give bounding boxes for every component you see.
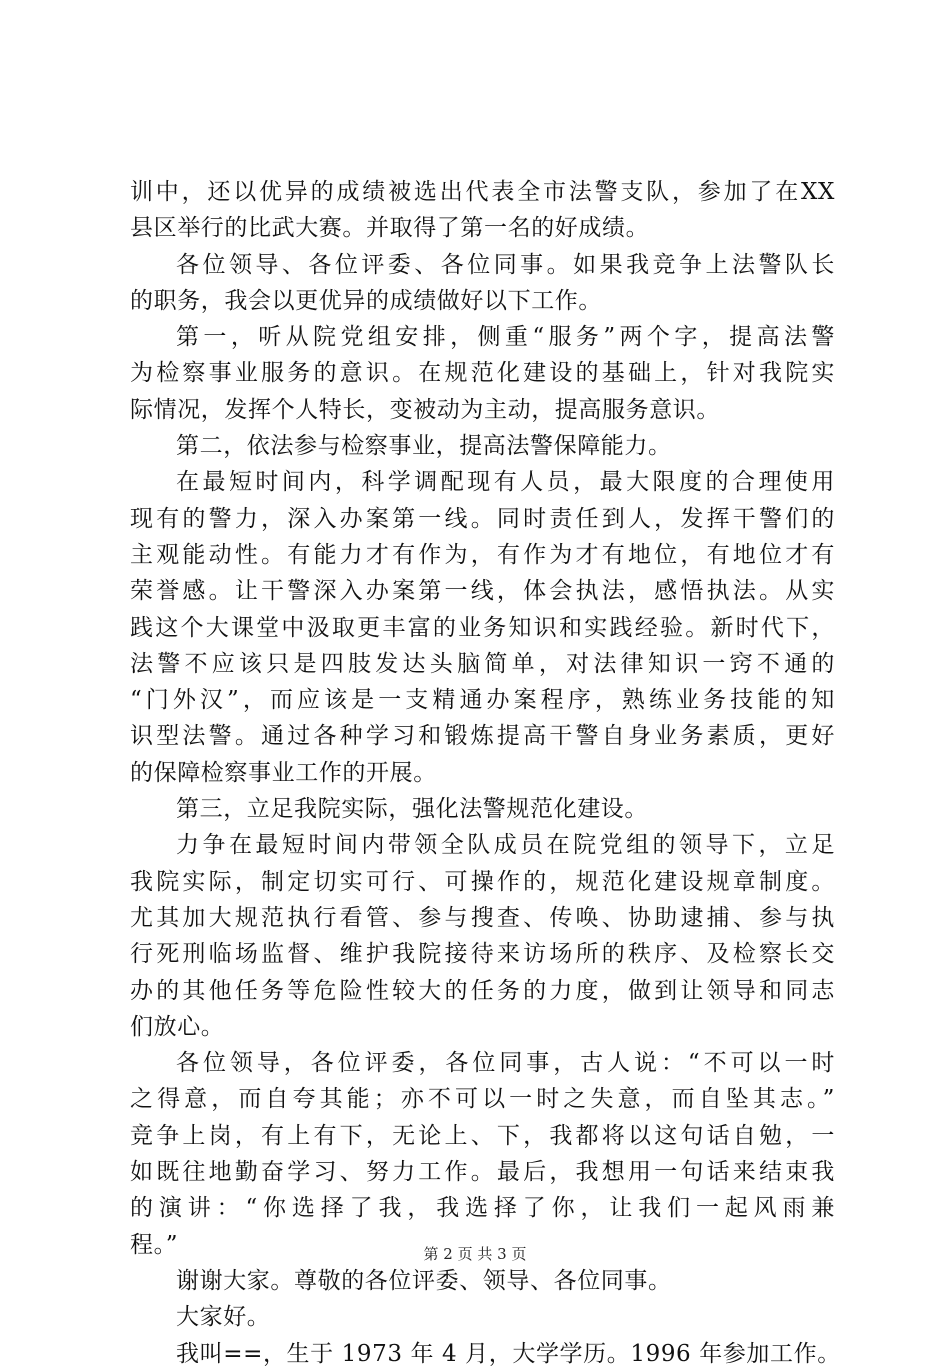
- text-line: 办的其他任务等危险性较大的任务的力度，做到让领导和同志: [130, 977, 835, 1004]
- text-line: 荣誉感。让干警深入办案第一线，体会执法，感悟执法。从实: [130, 578, 835, 605]
- text-line: 我叫==，生于 1973 年 4 月，大学学历。1996 年参加工作。: [176, 1340, 841, 1367]
- text-line: 训中，还以优异的成绩被选出代表全市法警支队，参加了在XX: [130, 179, 835, 205]
- text-line: 我院实际，制定切实可行、可操作的，规范化建设规章制度。: [130, 868, 835, 895]
- text-line: “门外汉”，而应该是一支精通办案程序，熟练业务技能的知: [130, 687, 835, 714]
- text-line: 识型法警。通过各种学习和锻炼提高干警自身业务素质，更好: [130, 723, 835, 750]
- text-line: 行死刑临场监督、维护我院接待来访场所的秩序、及检察长交: [130, 941, 835, 968]
- document-body: [130, 174, 841, 1372]
- text-line: 程。”: [130, 1231, 179, 1258]
- text-line: 的保障检察事业工作的开展。: [130, 759, 437, 786]
- page-number-footer: 第 2 页 共 3 页: [423, 1245, 527, 1263]
- text-line: 力争在最短时间内带领全队成员在院党组的领导下，立足: [176, 832, 835, 859]
- text-line: 县区举行的比武大赛。并取得了第一名的好成绩。: [130, 215, 650, 242]
- text-line: 际情况，发挥个人特长，变被动为主动，提高服务意识。: [130, 396, 720, 423]
- text-line: 如既往地勤奋学习、努力工作。最后，我想用一句话来结束我: [130, 1159, 835, 1186]
- text-line: 的演讲：“你选择了我，我选择了你，让我们一起风雨兼: [130, 1195, 835, 1222]
- text-line: 在最短时间内，科学调配现有人员，最大限度的合理使用: [176, 469, 835, 496]
- text-line: 各位领导，各位评委，各位同事，古人说：“不可以一时: [176, 1050, 835, 1077]
- text-line: 尤其加大规范执行看管、参与搜查、传唤、协助逮捕、参与执: [130, 904, 835, 931]
- text-line: 第二，依法参与检察事业，提高法警保障能力。: [176, 433, 672, 460]
- text-line: 们放心。: [130, 1013, 225, 1040]
- text-line: 大家好。: [176, 1304, 271, 1331]
- text-line: 现有的警力，深入办案第一线。同时责任到人，发挥干警们的: [130, 505, 835, 532]
- text-line: 践这个大课堂中汲取更丰富的业务知识和实践经验。新时代下，: [130, 614, 835, 641]
- text-line: 第三，立足我院实际，强化法警规范化建设。: [176, 796, 648, 823]
- text-line: 各位领导、各位评委、各位同事。如果我竞争上法警队长: [176, 251, 835, 278]
- text-line: 主观能动性。有能力才有作为，有作为才有地位，有地位才有: [130, 541, 835, 568]
- text-line: 竞争上岗，有上有下，无论上、下，我都将以这句话自勉，一: [130, 1122, 835, 1149]
- text-line: 法警不应该只是四肢发达头脑简单，对法律知识一窍不通的: [130, 650, 835, 677]
- text-line: 为检察事业服务的意识。在规范化建设的基础上，针对我院实: [130, 360, 835, 387]
- text-line: 第一，听从院党组安排，侧重“服务”两个字，提高法警: [176, 324, 835, 351]
- text-line: 谢谢大家。尊敬的各位评委、领导、各位同事。: [176, 1267, 672, 1294]
- text-line: 的职务，我会以更优异的成绩做好以下工作。: [130, 287, 602, 314]
- text-line: 之得意，而自夸其能；亦不可以一时之失意，而自坠其志。”: [130, 1086, 835, 1113]
